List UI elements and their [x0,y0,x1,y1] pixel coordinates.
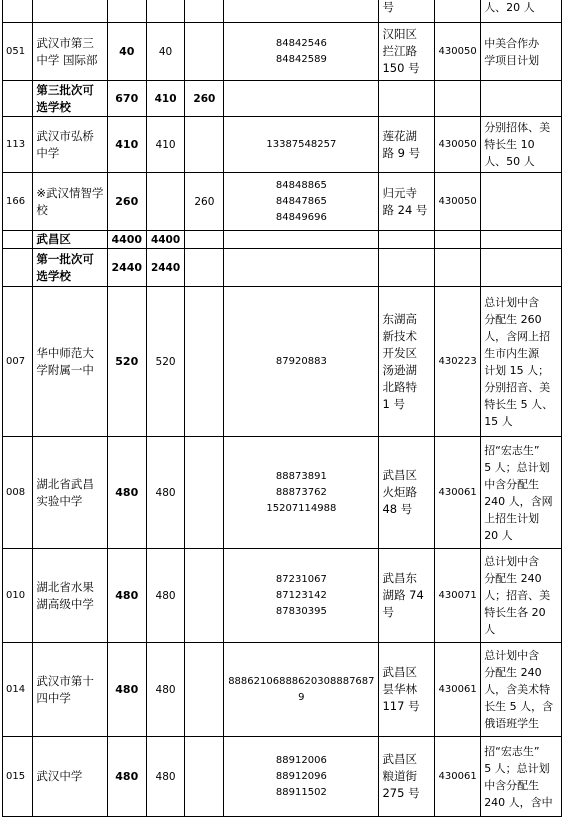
address-line: 火炬路 [382,485,417,499]
postal-code: 430223 [435,287,481,437]
address [379,437,435,549]
address-line: 湖路 74 [382,588,424,602]
remarks [481,549,562,643]
batch-two-plan: 410 [146,117,185,173]
school-code: 015 [3,737,33,817]
total-plan: 480 [107,437,146,549]
remarks [481,81,562,117]
remarks-line: 人，含网上招 [484,329,551,343]
phone-numbers-line: 84842589 [275,53,327,65]
remarks-line: 招“宏志生” [484,443,540,457]
remarks-line: 分别招体、美 [484,121,551,134]
batch-three-plan [185,287,224,437]
address-line: 1 号 [382,396,405,411]
batch-two-plan: 480 [146,643,185,737]
remarks-line: 240 人，含网 [484,494,553,508]
school-name: 华中师范大学附属一中 [33,287,107,437]
batch-three-plan [185,0,224,23]
batch-row [3,249,562,287]
remarks-line: 15 人 [484,414,513,428]
address-line: 路 9 号 [382,145,421,160]
batch-three-plan [185,549,224,643]
batch-two-plan: 520 [146,287,185,437]
address-line: 莲花湖 [382,128,417,143]
school-name: ※武汉情智学校 [33,173,107,231]
address-line: 拦江路 [382,44,417,58]
school-name: 湖北省武昌实验中学 [33,437,107,549]
phone-numbers-line: 87920883 [275,355,327,367]
batch-two-plan: 4400 [146,231,185,249]
remarks-line: 5 人；总计划 [484,460,550,474]
school-code: 051 [3,23,33,81]
total-plan: 480 [107,643,146,737]
remarks [481,173,562,231]
school-code [3,249,33,287]
remarks-line: 总计划中含 [484,555,540,568]
remarks [481,0,562,23]
batch-three-plan [185,249,224,287]
batch-row [3,81,562,117]
phone-numbers [224,287,379,437]
total-plan: 480 [107,737,146,817]
remarks-line: 分配生 260 [484,312,542,326]
table-row [3,737,562,817]
address-line: 路 24 号 [382,202,428,217]
phone-numbers [224,23,379,81]
total-plan: 260 [107,173,146,231]
phone-numbers-line: 13387548257 [266,138,337,150]
batch-two-plan: 2440 [146,249,185,287]
total-plan: 410 [107,117,146,173]
school-code: 007 [3,287,33,437]
phone-numbers-line: 87231067 [275,573,327,585]
phone-numbers-line: 88911502 [275,786,327,798]
remarks-line: 特长生 10 [484,138,535,151]
school-name: 武汉市弘桥中学 [33,117,107,173]
address-line: 东湖高 [382,311,417,326]
batch-three-plan: 260 [185,81,224,117]
batch-three-plan [185,117,224,173]
phone-numbers-line: 88912006 [275,754,327,766]
postal-code: 430071 [435,549,481,643]
address [379,231,435,249]
remarks-line: 长生 5 人，含 [484,700,554,713]
phone-numbers-line: 88873891 [275,470,327,482]
postal-code: 430061 [435,737,481,817]
remarks-line: 中含分配生 [484,778,540,792]
address-line: 号 [382,605,394,619]
remarks-line: 人、50 人 [484,155,535,168]
phone-numbers-line: 84848865 [275,179,327,191]
remarks-line: 学项目计划 [484,53,540,67]
remarks-line: 上招生计划 [484,511,540,525]
remarks [481,231,562,249]
address [379,23,435,81]
phone-numbers-line: 84847865 [275,195,327,207]
phone-numbers-line: 88862106888620308887687 9 [228,675,375,703]
school-name: 湖北省水果湖高级中学 [33,549,107,643]
remarks-line: 特长生各 20 [484,606,546,619]
remarks-line: 特长生 5 人、 [484,397,554,411]
address-line: 汉阳区 [382,27,417,41]
school-code: 113 [3,117,33,173]
enrollment-table [2,0,562,817]
remarks-line: 人；招音、美 [484,589,551,602]
address-line: 武昌东 [382,571,417,585]
remarks [481,643,562,737]
batch-three-plan [185,643,224,737]
phone-numbers-line: 88873762 [275,486,327,498]
school-name: 第三批次可选学校 [33,81,107,117]
remarks [481,287,562,437]
address-line: 275 号 [382,786,420,800]
batch-three-plan [185,231,224,249]
total-plan: 40 [107,23,146,81]
phone-numbers [224,117,379,173]
remarks-line: 分别招音、美 [484,380,551,394]
table-row [3,643,562,737]
school-name: 武汉市第十四中学 [33,643,107,737]
address-line: 48 号 [382,502,413,516]
address-line: 武昌区 [382,665,417,679]
address-line: 117 号 [382,699,420,713]
remarks [481,23,562,81]
address [379,117,435,173]
remarks [481,117,562,173]
address-line: 北路特 [382,379,417,394]
postal-code: 430050 [435,173,481,231]
address-line: 号 [382,0,394,14]
school-code: 010 [3,549,33,643]
address-line: 150 号 [382,61,420,75]
address [379,737,435,817]
postal-code: 430050 [435,23,481,81]
batch-two-plan: 40 [146,23,185,81]
district-row [3,231,562,249]
school-code: 014 [3,643,33,737]
remarks [481,249,562,287]
batch-three-plan: 260 [185,173,224,231]
total-plan: 2440 [107,249,146,287]
address [379,549,435,643]
school-name: 第一批次可选学校 [33,249,107,287]
phone-numbers-line: 84849696 [275,211,327,223]
address [379,173,435,231]
table-row [3,23,562,81]
address-line: 粮道街 [382,769,417,783]
table-row [3,173,562,231]
remarks-line: 人、20 人 [484,1,535,14]
postal-code: 430061 [435,437,481,549]
school-code [3,81,33,117]
address-line: 武昌区 [382,752,417,766]
total-plan: 520 [107,287,146,437]
phone-numbers [224,231,379,249]
school-code: 008 [3,437,33,549]
remarks-line: 人，含美术特 [484,683,551,696]
postal-code: 430050 [435,117,481,173]
remarks-line: 分配生 240 [484,572,542,585]
remarks-line: 中美合作办 [484,36,540,50]
phone-numbers-line: 88912096 [275,770,327,782]
batch-three-plan [185,737,224,817]
postal-code [435,249,481,287]
school-code [3,231,33,249]
batch-three-plan [185,437,224,549]
total-plan [107,0,146,23]
remarks-line: 招“宏志生” [484,744,540,758]
batch-two-plan: 480 [146,549,185,643]
batch-two-plan: 410 [146,81,185,117]
address [379,81,435,117]
remarks-line: 20 人 [484,528,513,542]
school-name: 武汉中学 [33,737,107,817]
remarks-line: 5 人；总计划 [484,761,550,775]
address-line: 汤逊湖 [382,362,417,377]
batch-three-plan [185,23,224,81]
remarks [481,737,562,817]
batch-two-plan [146,0,185,23]
phone-numbers [224,737,379,817]
phone-numbers [224,173,379,231]
remarks-line: 240 人，含中 [484,795,553,809]
remarks [481,437,562,549]
table-row [3,0,562,23]
remarks-line: 总计划中含 [484,649,540,662]
remarks-line: 人 [484,623,496,636]
batch-two-plan: 480 [146,737,185,817]
remarks-line: 分配生 240 [484,666,542,679]
phone-numbers-line: 87123142 [275,589,327,601]
phone-numbers [224,81,379,117]
phone-numbers [224,249,379,287]
postal-code: 430061 [435,643,481,737]
postal-code [435,231,481,249]
table-row [3,287,562,437]
total-plan: 480 [107,549,146,643]
address [379,0,435,23]
phone-numbers [224,643,379,737]
phone-numbers-line: 87830395 [275,605,327,617]
address [379,287,435,437]
phone-numbers [224,437,379,549]
phone-numbers [224,549,379,643]
remarks-line: 中含分配生 [484,477,540,491]
school-name: 武昌区 [33,231,107,249]
phone-numbers-line: 15207114988 [266,502,337,514]
postal-code [435,81,481,117]
table-row [3,117,562,173]
phone-numbers [224,0,379,23]
table-body [3,0,562,817]
address-line: 武昌区 [382,468,417,482]
batch-two-plan: 480 [146,437,185,549]
address-line: 开发区 [382,345,417,360]
remarks-line: 计划 15 人； [484,363,550,377]
total-plan: 4400 [107,231,146,249]
batch-two-plan [146,173,185,231]
address-line: 昙华林 [382,682,417,696]
address [379,643,435,737]
school-code: 166 [3,173,33,231]
remarks-line: 生市内生源 [484,346,540,360]
postal-code [435,0,481,23]
total-plan: 670 [107,81,146,117]
school-code [3,0,33,23]
remarks-line: 俄语班学生 [484,717,540,730]
address-line: 新技术 [382,328,417,343]
remarks-line: 总计划中含 [484,295,540,309]
school-name [33,0,107,23]
address-line: 归元寺 [382,185,417,200]
address [379,249,435,287]
table-row [3,437,562,549]
table-row [3,549,562,643]
phone-numbers-line: 84842546 [275,37,327,49]
school-name: 武汉市第三中学 国际部 [33,23,107,81]
